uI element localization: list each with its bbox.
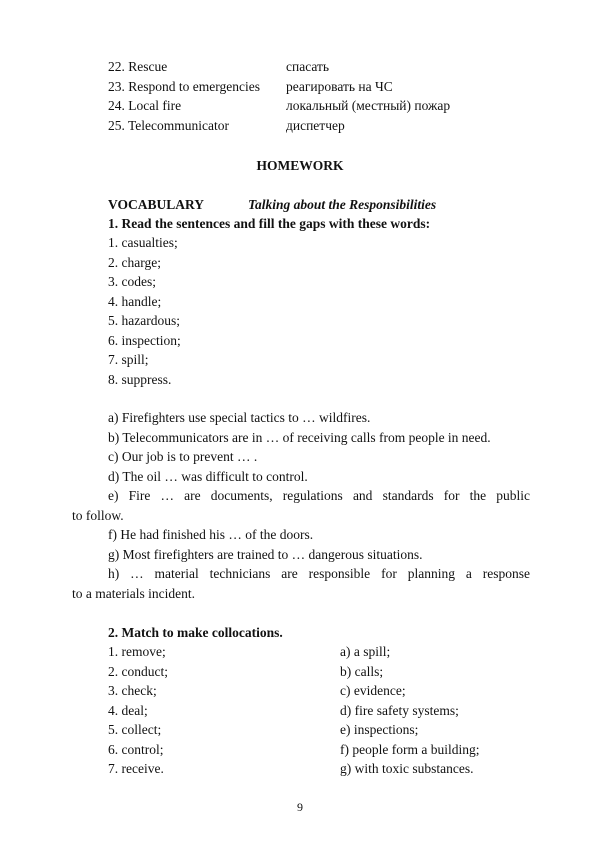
term-en: 23. Respond to emergencies [108,79,260,94]
sentence-c: c) Our job is to prevent … . [108,449,258,464]
word-item: 6. inspection; [108,333,181,348]
collocation-object: e) inspections; [340,722,419,737]
term-ru: диспетчер [286,118,345,133]
vocabulary-label: VOCABULARY [108,197,205,212]
word-item: 2. charge; [108,255,161,270]
collocation-verb: 6. control; [108,742,164,757]
sentence-a: a) Firefighters use special tactics to … wildfires. [108,410,371,425]
word-item: 7. spill; [108,352,149,367]
collocation-verb: 3. check; [108,683,157,698]
exercise-1-title: 1. Read the sentences and fill the gaps with these words: [108,216,431,231]
collocation-verb: 7. receive. [108,761,164,776]
vocabulary-subtitle: Talking about the Responsibilities [248,197,437,212]
word-item: 4. handle; [108,294,162,309]
term-ru: реагировать на ЧС [286,79,393,94]
word-item: 8. suppress. [108,372,172,387]
term-ru: спасать [286,59,330,74]
sentence-e-line2: to follow. [72,508,124,523]
sentence-f: f) He had finished his … of the doors. [108,527,314,542]
term-ru: локальный (местный) пожар [286,98,451,113]
exercise-2-title: 2. Match to make collocations. [108,625,283,640]
sentence-g: g) Most firefighters are trained to … dangerous situations. [108,547,423,562]
word-item: 5. hazardous; [108,313,180,328]
sentence-d: d) The oil … was difficult to control. [108,469,308,484]
sentence-h-line2: to a materials incident. [72,586,195,601]
word-item: 1. casualties; [108,235,178,250]
homework-heading: HOMEWORK [256,158,344,173]
term-en: 22. Rescue [108,59,168,74]
word-item: 3. codes; [108,274,156,289]
page-number: 9 [297,800,303,814]
collocation-object: b) calls; [340,664,384,679]
collocation-object: c) evidence; [340,683,406,698]
sentence-h-line1: h) … material technicians are responsible for planning a response [108,566,530,581]
sentence-b: b) Telecommunicators are in … of receiving calls from people in need. [108,430,491,445]
term-en: 25. Telecommunicator [108,118,230,133]
collocation-object: d) fire safety systems; [340,703,459,718]
collocation-verb: 1. remove; [108,644,166,659]
collocation-object: a) a spill; [340,644,391,659]
collocation-object: g) with toxic substances. [340,761,474,776]
sentence-e-line1: e) Fire … are documents, regulations and standards for the public [108,488,530,503]
collocation-verb: 5. collect; [108,722,162,737]
collocation-verb: 4. deal; [108,703,148,718]
collocation-object: f) people form a building; [340,742,480,757]
term-en: 24. Local fire [108,98,182,113]
collocation-verb: 2. conduct; [108,664,168,679]
